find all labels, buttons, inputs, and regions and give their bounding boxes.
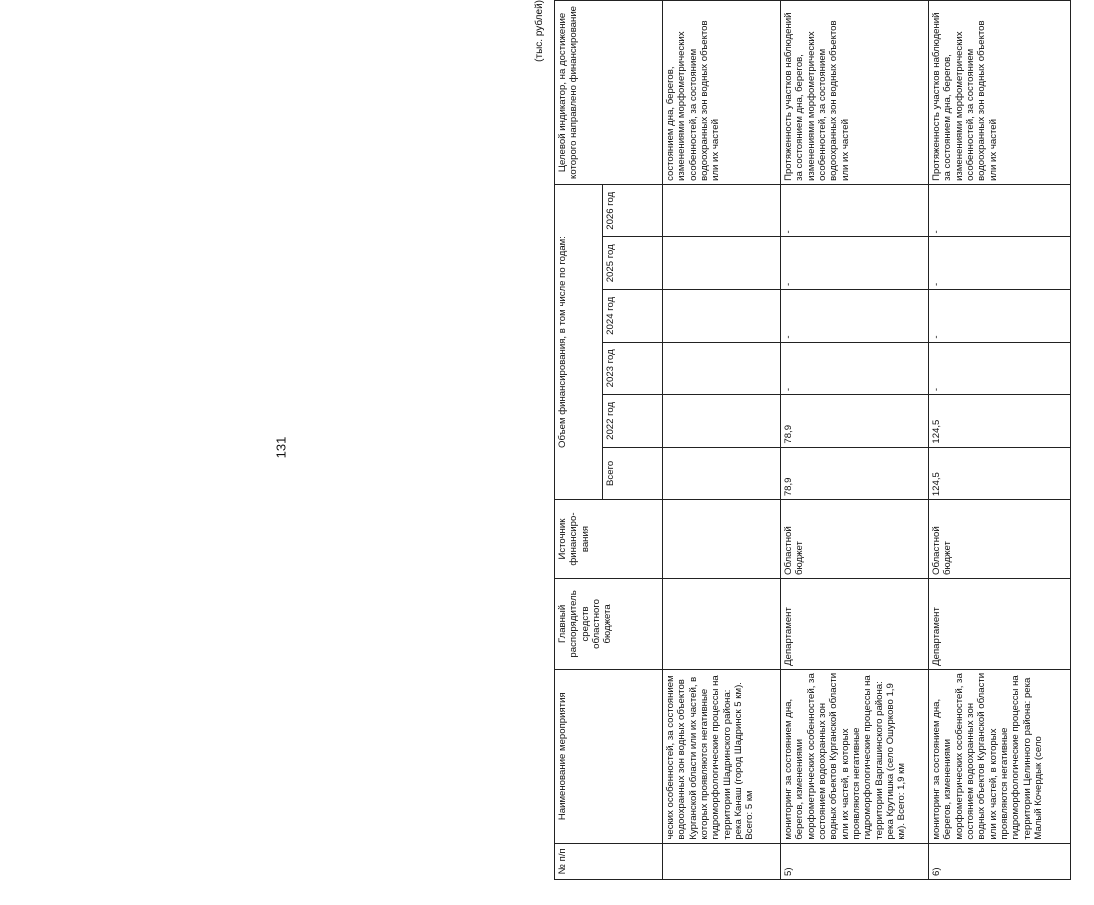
row-indicator: Протяженность участков наблюдений за состоянием дна, берегов, изменениями морфометрических особенностей, за состоянием водоохранных зон водных объектов или их частей xyxy=(929,1,1071,185)
table-row xyxy=(781,1,929,880)
row-total xyxy=(663,447,781,500)
row-2022: 124,5 xyxy=(929,395,1071,448)
row-2024: - xyxy=(781,290,929,343)
row-indicator: Протяженность участков наблюдений за состоянием дна, берегов, изменениями морфометрических особенностей, за состоянием водоохранных зон водных объектов или их частей xyxy=(781,1,929,185)
row-num xyxy=(663,843,781,879)
row-distributor xyxy=(663,578,781,669)
header-2026: 2026 год xyxy=(603,184,663,237)
row-2023: - xyxy=(929,342,1071,395)
row-source: Областной бюджет xyxy=(929,500,1071,579)
row-2025: - xyxy=(929,237,1071,290)
row-name: мониторинг за состоянием дна, берегов, изменениями морфометрических особенностей, за состоянием водоохранных зон водных объектов Курганской области или их частей, в которых проявляются негативные гидроморфологические процессы на территории Целинного района: река Малый Кочердык (село xyxy=(929,669,1071,843)
header-2024: 2024 год xyxy=(603,290,663,343)
row-2022 xyxy=(663,395,781,448)
table-row xyxy=(663,1,781,880)
row-2026: - xyxy=(781,184,929,237)
row-total: 124,5 xyxy=(929,447,1071,500)
row-name: ческих особенностей, за состоянием водоохранных зон водных объектов Курганской области или их частей, в которых проявляются негативные гидроморфологические процессы на территории Шадринского района: река Канаш (город Шадринск 5 км). Всего: 5 км xyxy=(663,669,781,843)
page-number: 131 xyxy=(273,436,289,459)
row-2024: - xyxy=(929,290,1071,343)
row-source: Областной бюджет xyxy=(781,500,929,579)
row-name: мониторинг за состоянием дна, берегов, изменениями морфометрических особенностей, за состоянием водоохранных зон водных объектов Курганской области или их частей, в которых проявляются негативные гидроморфологические процессы на территории Варгашинского района: река Крутишка (село Ошурково 1,9 км). Всего: 1,9 км xyxy=(781,669,929,843)
row-2023: - xyxy=(781,342,929,395)
row-num: 6) xyxy=(929,843,1071,879)
units-label: (тыс. рублей) xyxy=(534,0,545,62)
row-2024 xyxy=(663,290,781,343)
header-2025: 2025 год xyxy=(603,237,663,290)
row-2026: - xyxy=(929,184,1071,237)
header-source: Источник финансиро-вания xyxy=(555,500,663,579)
header-volume: Объем финансирования, в том числе по годам: xyxy=(555,184,603,499)
row-distributor: Департамент xyxy=(929,578,1071,669)
header-2023: 2023 год xyxy=(603,342,663,395)
row-2026 xyxy=(663,184,781,237)
rotated-page-content xyxy=(534,0,1094,880)
row-2022: 78,9 xyxy=(781,395,929,448)
row-distributor: Департамент xyxy=(781,578,929,669)
financing-table xyxy=(554,0,1071,880)
header-distributor: Главный распорядитель средств областного бюджета xyxy=(555,578,663,669)
header-name: Наименование мероприятия xyxy=(555,669,663,843)
row-indicator: состоянием дна, берегов, изменениями морфометрических особенностей, за состоянием водоохранных зон водных объектов или их частей xyxy=(663,1,781,185)
header-2022: 2022 год xyxy=(603,395,663,448)
row-2025 xyxy=(663,237,781,290)
row-source xyxy=(663,500,781,579)
row-2023 xyxy=(663,342,781,395)
row-2025: - xyxy=(781,237,929,290)
table-row xyxy=(929,1,1071,880)
header-num: № п/п xyxy=(555,843,663,879)
row-total: 78,9 xyxy=(781,447,929,500)
header-total: Всего xyxy=(603,447,663,500)
row-num: 5) xyxy=(781,843,929,879)
header-indicator: Целевой индикатор, на достижение которого направлено финансирование xyxy=(555,1,663,185)
